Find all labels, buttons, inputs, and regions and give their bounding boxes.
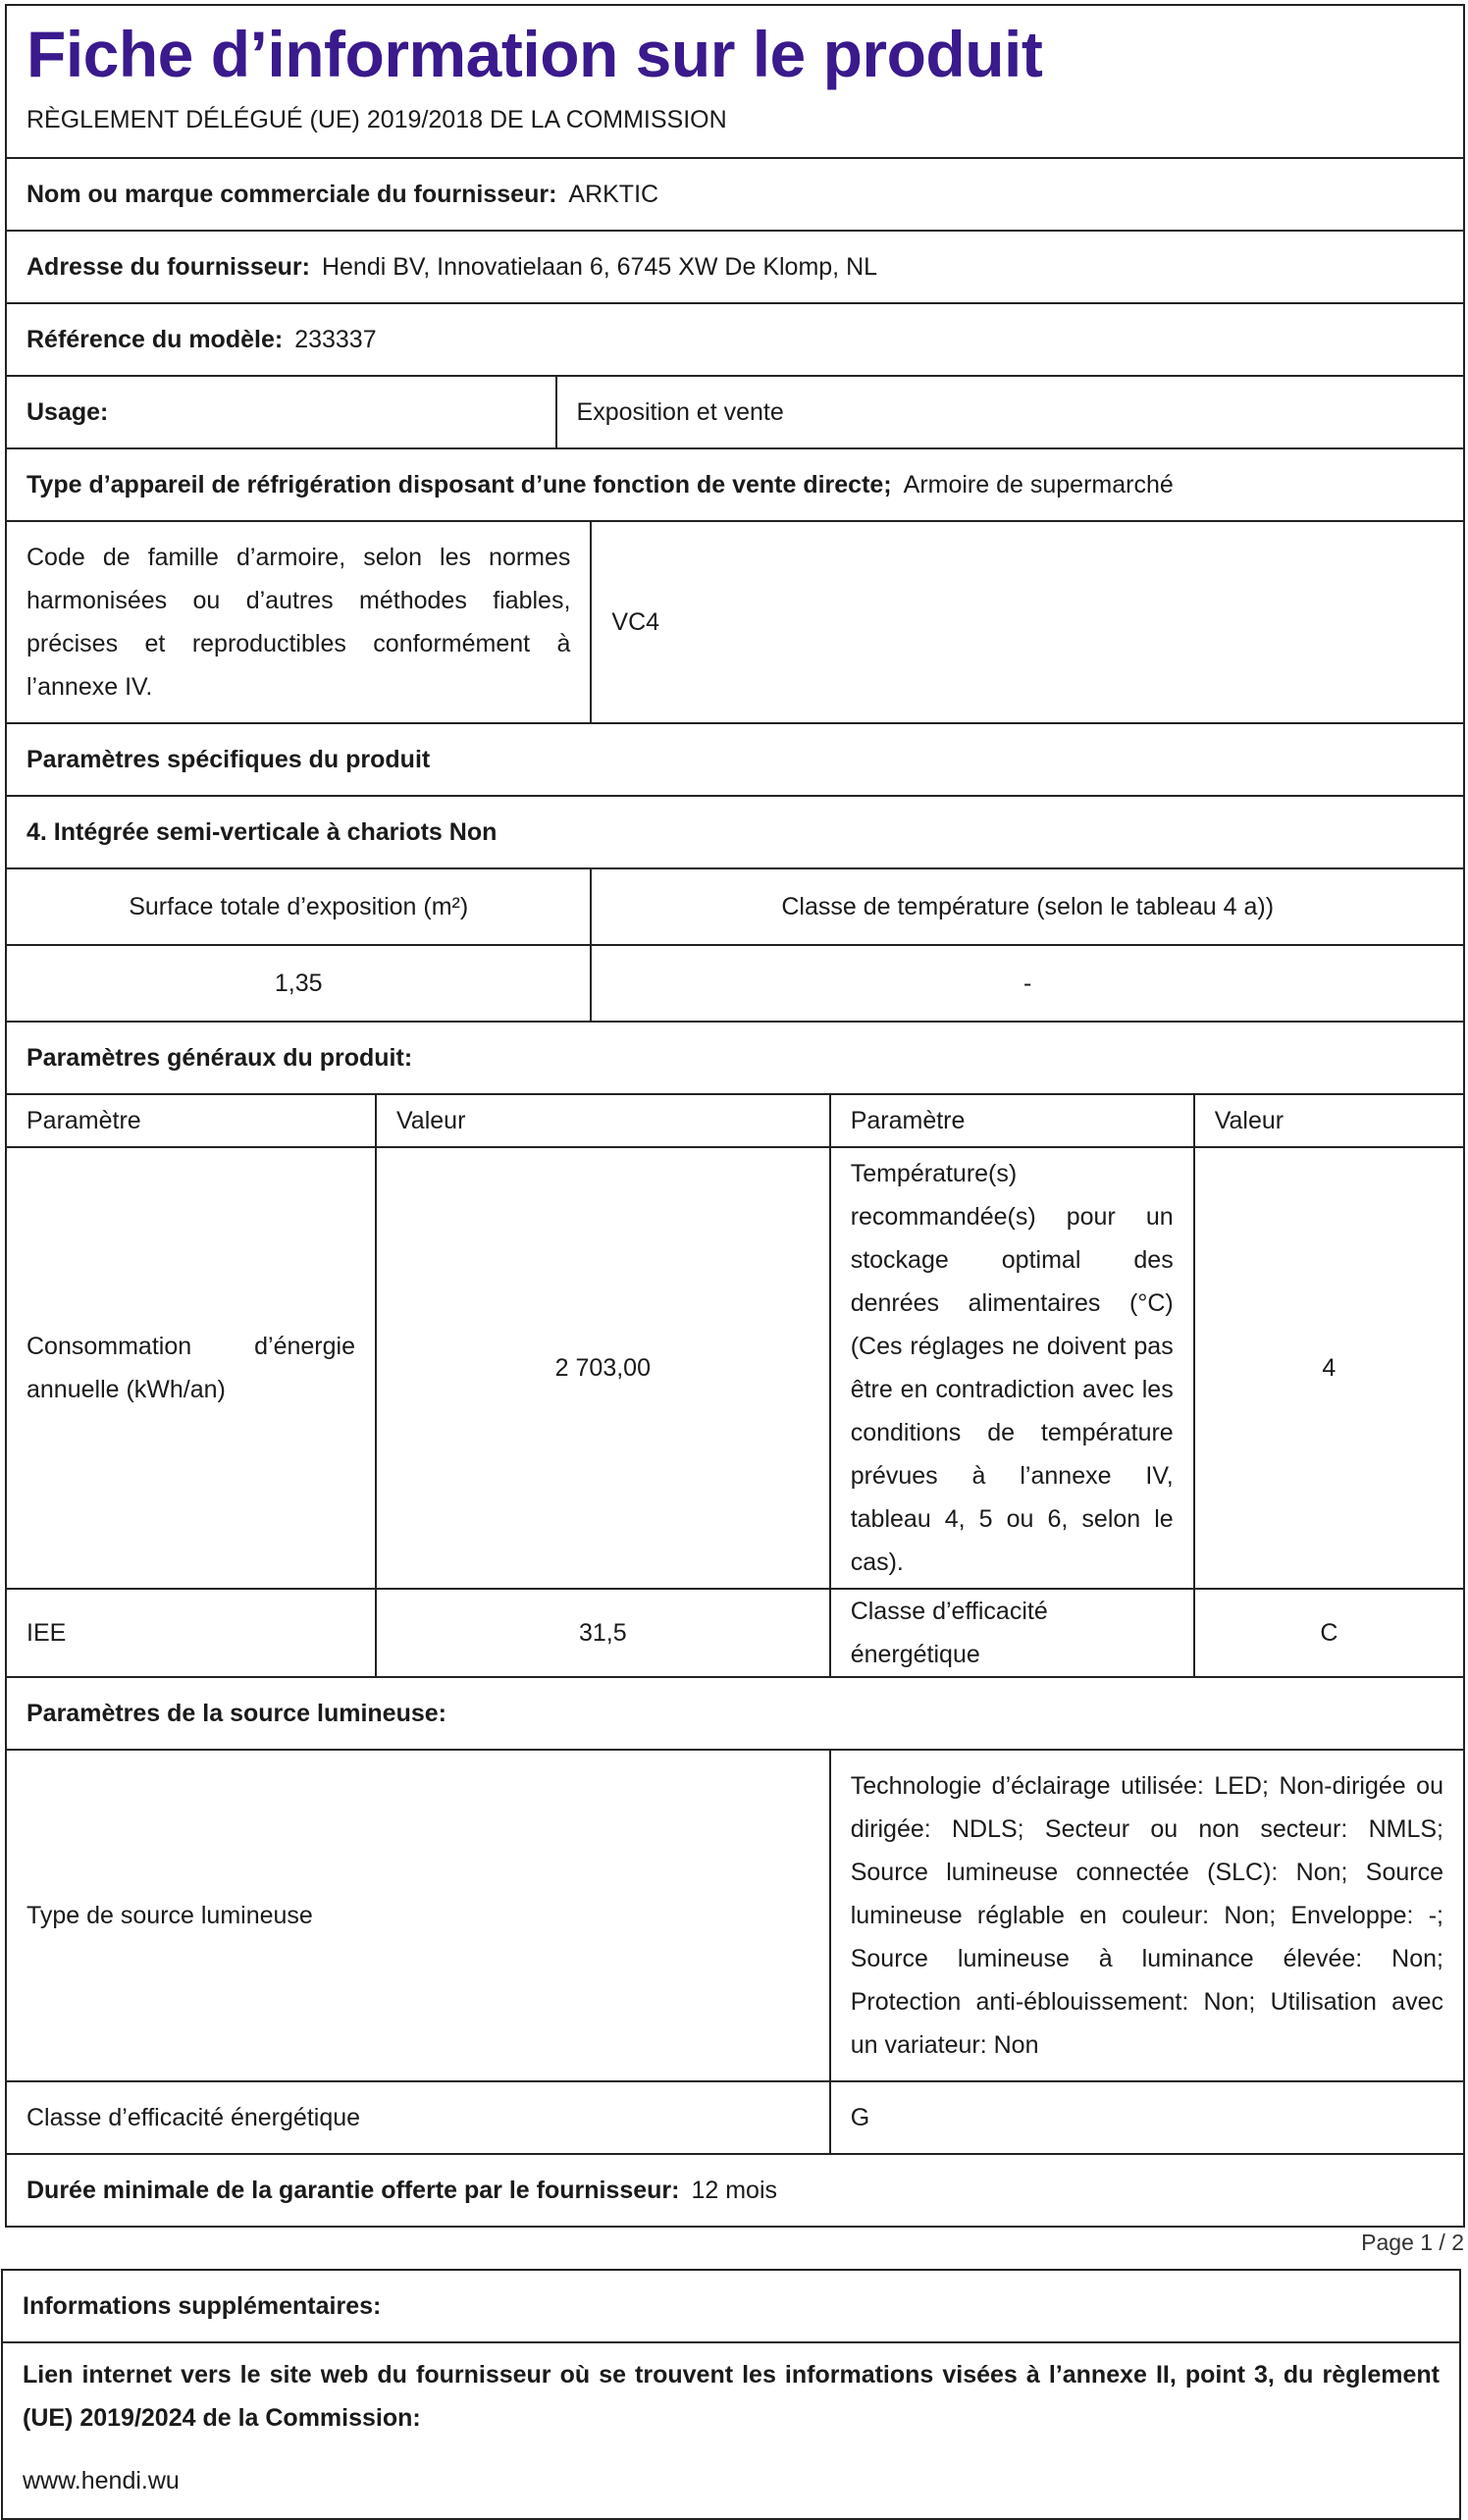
iee-label: IEE	[26, 1619, 67, 1647]
model-row	[7, 302, 1463, 375]
additional-info-sheet	[1, 2269, 1461, 2520]
extra-heading: Informations supplémentaires:	[23, 2292, 382, 2320]
light-efficiency-value: G	[829, 2082, 1463, 2153]
energy-label-text: Consommation d’énergie annuelle (kWh/an)	[26, 1333, 355, 1403]
general-col-value2: Valeur	[1193, 1095, 1463, 1146]
supplier-address-row	[7, 230, 1463, 302]
surface-value: 1,35	[274, 970, 323, 997]
specific-value-row	[7, 944, 1463, 1021]
warranty-label: Durée minimale de la garantie offerte par le fournisseur:	[26, 2177, 680, 2204]
family-code-value: VC4	[590, 522, 1463, 722]
model-label: Référence du modèle:	[26, 326, 284, 353]
temp-class-header: Classe de température (selon le tableau 4 a))	[590, 869, 1463, 944]
general-col-value1: Valeur	[375, 1095, 829, 1146]
light-type-label: Type de source lumineuse	[26, 1902, 313, 1929]
usage-label: Usage:	[26, 398, 109, 426]
light-efficiency-label: Classe d’efficacité énergétique	[26, 2104, 361, 2131]
temp-label: Température(s) recommandée(s) pour un stockage optimal des denrées alimentaires (°C) (Ces réglages ne doivent pas être en contradiction avec les conditions de température prévues à l’annexe IV, tableau 4, 5 ou 6, selon le cas).	[829, 1148, 1193, 1588]
supplier-address-value: Hendi BV, Innovatielaan 6, 6745 XW De Klomp, NL	[321, 253, 878, 281]
energy-value: 2 703,00	[375, 1148, 829, 1588]
regulation-subtitle: RÈGLEMENT DÉLÉGUÉ (UE) 2019/2018 DE LA COMMISSION	[26, 106, 727, 133]
specific-header-row	[7, 867, 1463, 944]
warranty-value: 12 mois	[691, 2177, 778, 2204]
energy-row	[7, 1146, 1463, 1588]
usage-value: Exposition et vente	[555, 377, 1463, 447]
light-type-value: Technologie d’éclairage utilisée: LED; Non-dirigée ou dirigée: NDLS; Secteur ou non secteur: NMLS; Source lumineuse connectée (SLC): Non; Source lumineuse réglable en couleur: Non; Enveloppe: -; Source lumineuse à luminance élevée: Non; Protection anti-éblouissement: Non; Utilisation avec un variateur: Non	[829, 1751, 1463, 2080]
extra-link-label: Lien internet vers le site web du fournisseur où se trouvent les informations visées à l’annexe II, point 3, du règlement (UE) 2019/2024 de la Commission:	[23, 2361, 1440, 2432]
model-value: 233337	[294, 326, 377, 353]
specific-category: 4. Intégrée semi-verticale à chariots Non	[7, 795, 1463, 867]
iee-value: 31,5	[375, 1590, 829, 1676]
efficiency-value: C	[1193, 1590, 1463, 1676]
supplier-address-label: Adresse du fournisseur:	[26, 253, 310, 281]
extra-link-row	[3, 2341, 1459, 2518]
page-title: Fiche d’information sur le produit	[26, 18, 1043, 90]
temp-class-value: -	[590, 946, 1463, 1021]
efficiency-label: Classe d’efficacité énergétique	[829, 1590, 1193, 1676]
supplier-name-value: ARKTIC	[568, 181, 659, 208]
temp-value: 4	[1193, 1148, 1463, 1588]
device-type-row	[7, 447, 1463, 520]
warranty-row	[7, 2153, 1463, 2226]
iee-row	[7, 1588, 1463, 1676]
usage-row	[7, 375, 1463, 447]
device-type-value: Armoire de supermarché	[903, 471, 1174, 499]
title-block	[7, 6, 1463, 157]
specific-heading: Paramètres spécifiques du produit	[7, 722, 1463, 795]
general-col-param1: Paramètre	[26, 1107, 141, 1134]
supplier-name-label: Nom ou marque commerciale du fournisseur:	[26, 181, 557, 208]
supplier-name-row	[7, 157, 1463, 230]
general-header-row	[7, 1093, 1463, 1146]
family-code-row	[7, 520, 1463, 722]
extra-link-value[interactable]: www.hendi.wu	[23, 2467, 180, 2494]
general-col-param2: Paramètre	[829, 1095, 1193, 1146]
general-heading: Paramètres généraux du produit:	[7, 1021, 1463, 1093]
light-efficiency-row	[7, 2080, 1463, 2153]
light-heading: Paramètres de la source lumineuse:	[7, 1676, 1463, 1749]
light-type-row	[7, 1749, 1463, 2080]
page-number: Page 1 / 2	[1361, 2230, 1464, 2255]
energy-label	[7, 1148, 375, 1588]
family-code-label: Code de famille d’armoire, selon les normes harmonisées ou d’autres méthodes fiables, précises et reproductibles conformément à l’annexe IV.	[26, 544, 571, 701]
surface-header: Surface totale d’exposition (m²)	[129, 893, 469, 920]
product-info-sheet	[5, 4, 1465, 2228]
device-type-label: Type d’appareil de réfrigération disposant d’une fonction de vente directe;	[26, 471, 892, 499]
